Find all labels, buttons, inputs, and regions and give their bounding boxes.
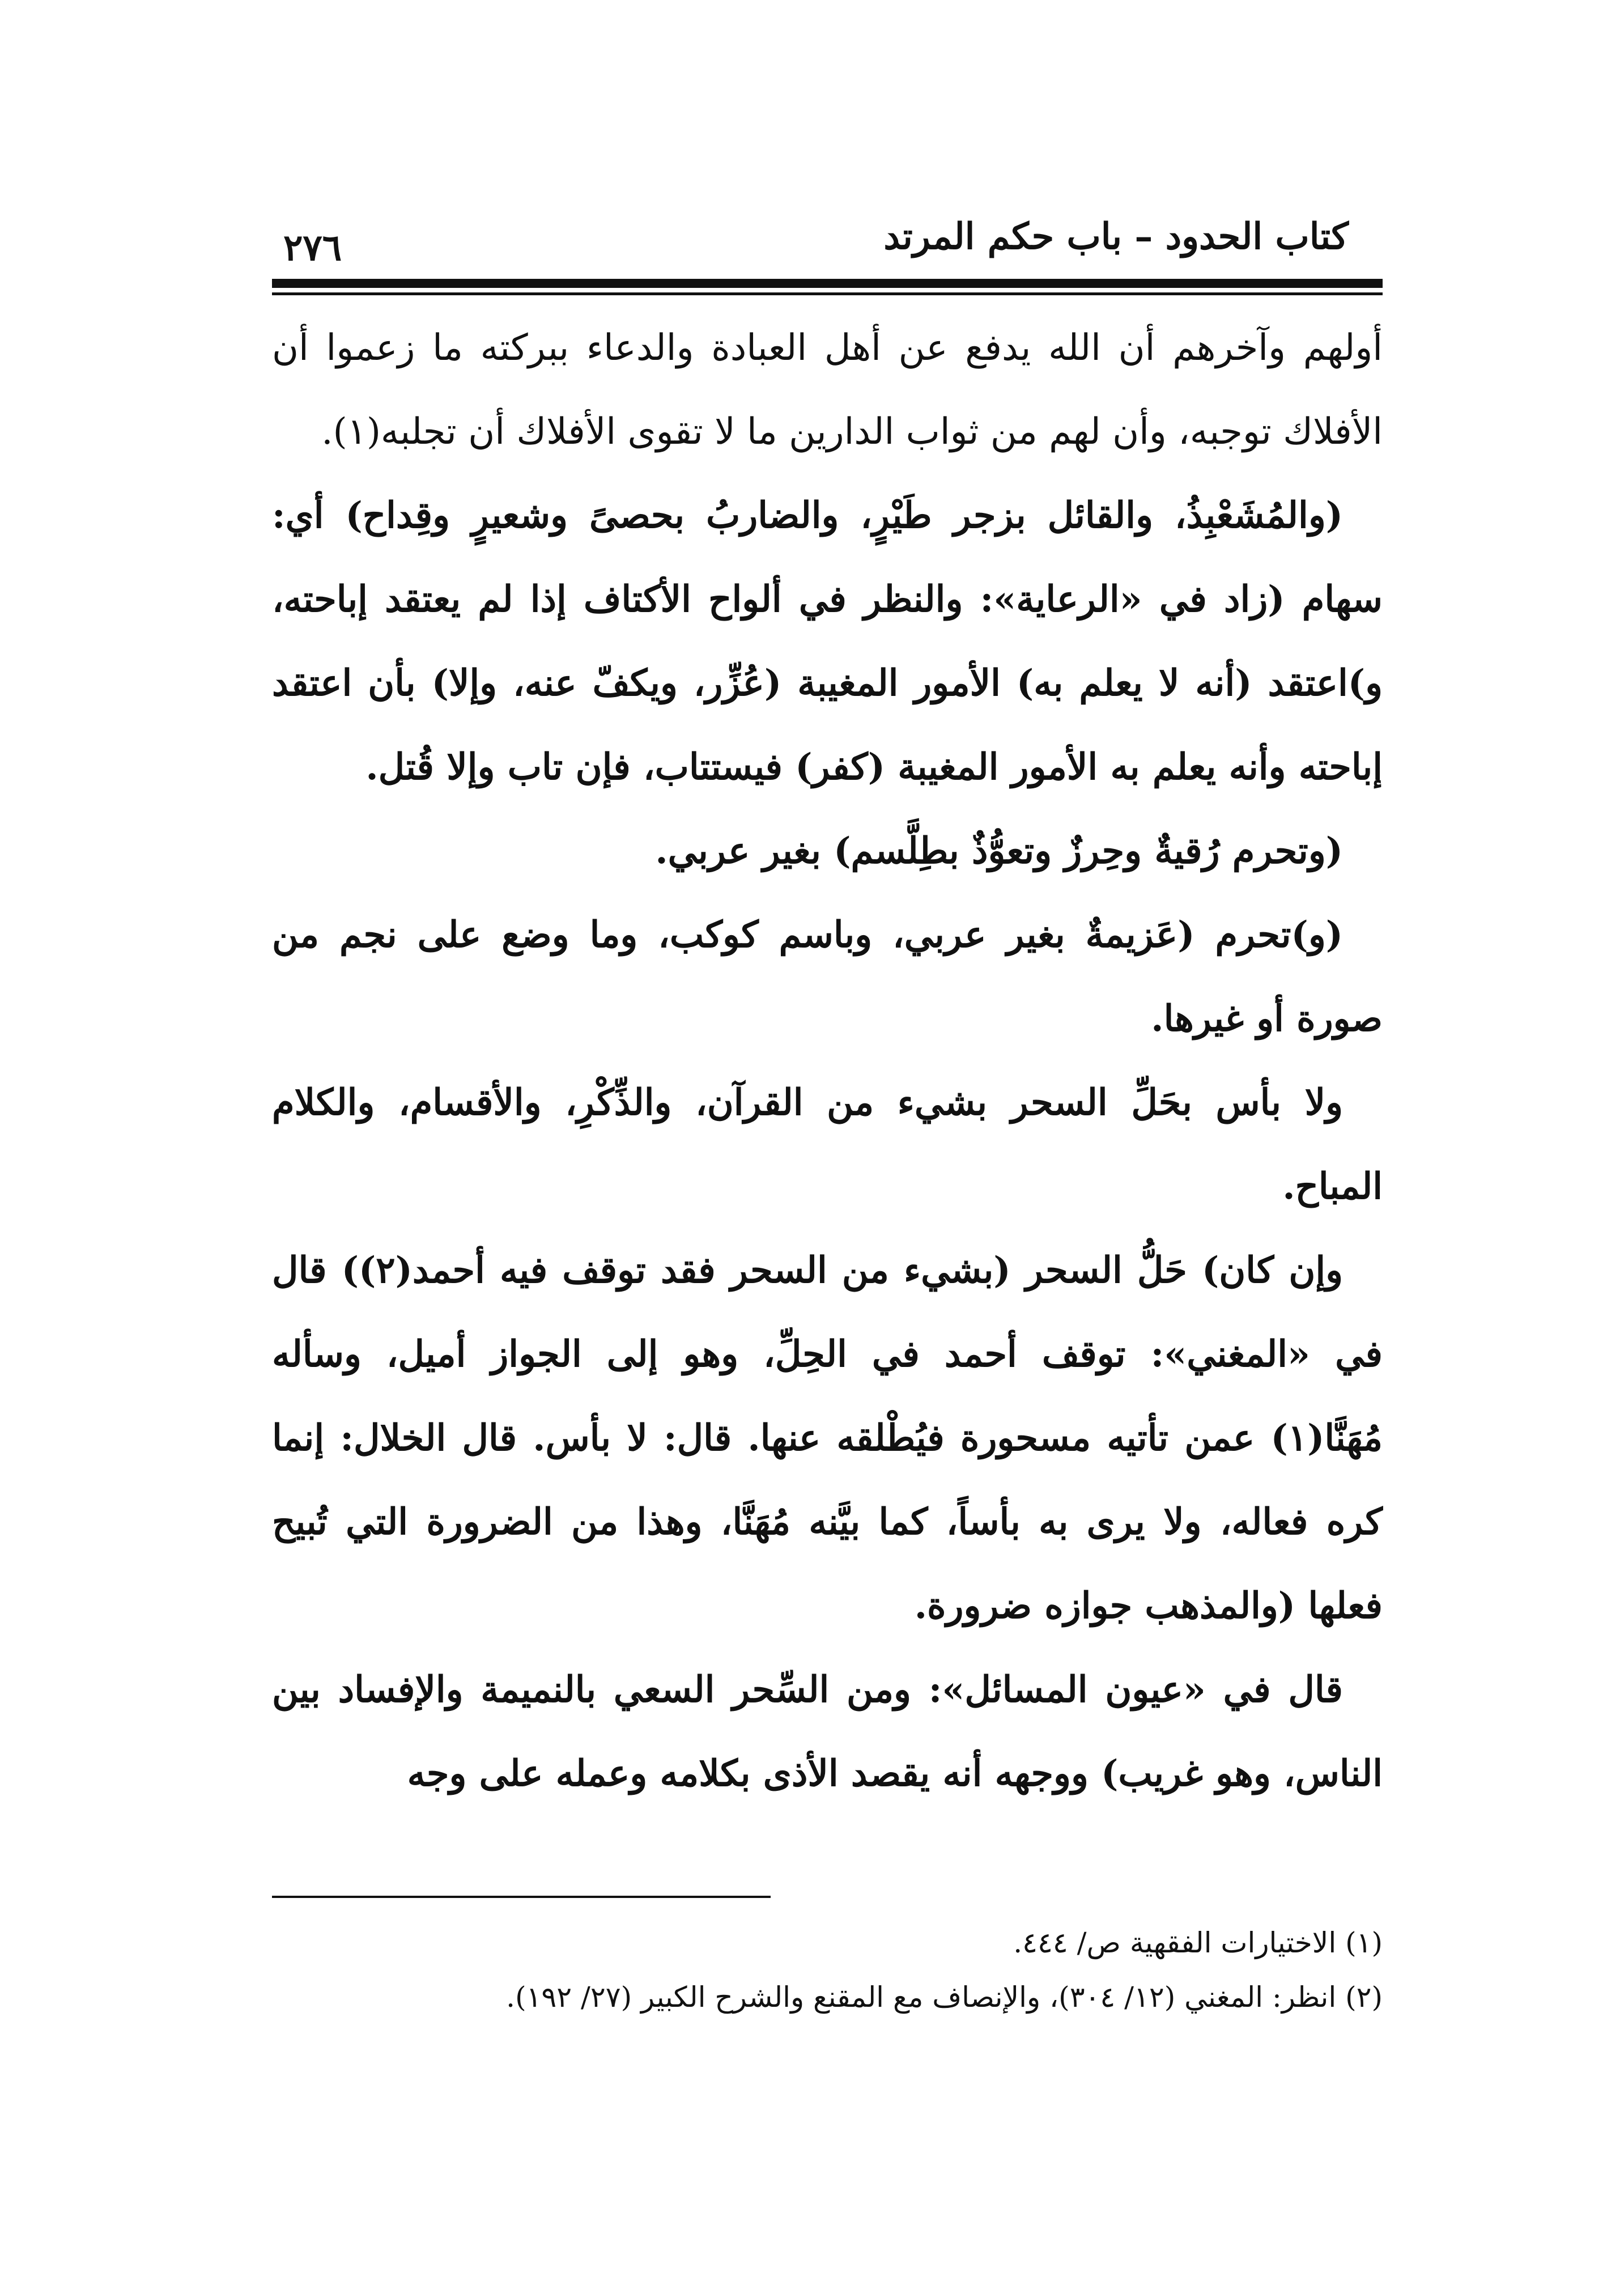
paragraph: قال في «عيون المسائل»: ومن السِّحر السعي بالنميمة والإفساد بين الناس، وهو غريب) ووجهه أنه يقصد الأذى بكلامه وعمله على وجه [272, 1668, 1383, 1795]
running-title: كتاب الحدود – باب حكم المرتد [883, 215, 1349, 258]
footnotes [272, 1916, 1383, 2024]
paragraph: (والمُشَعْبِذُ، والقائل بزجر طَيْرٍ، والضاربُ بحصىً وشعيرٍ وقِداح) أي: سهام (زاد في «الرعاية»: والنظر في ألواح الأكتاف إذا لم يعتقد إباحته، و)اعتقد (أنه لا يعلم به) الأمور المغيبة (عُزِّر، ويكفّ عنه، وإلا) بأن اعتقد إباحته وأنه يعلم به الأمور المغيبة (كفر) فيستتاب، فإن تاب وإلا قُتل. [272, 494, 1383, 788]
footnote-separator [272, 1896, 771, 1898]
footnote: (١) الاختيارات الفقهية ص/ ٤٤٤. [1013, 1926, 1383, 1959]
paragraph: وإن كان) حَلُّ السحر (بشيء من السحر فقد توقف فيه أحمد(٢)) قال في «المغني»: توقف أحمد في الحِلِّ، وهو إلى الجواز أميل، وسأله مُهَنَّا(١) عمن تأتيه مسحورة فيُطْلقه عنها. قال: لا بأس. قال الخلال: إنما كره فعاله، ولا يرى به بأساً، كما بيَّنه مُهَنَّا، وهذا من الضرورة التي تُبيح فعلها (والمذهب جوازه ضرورة. [272, 1249, 1383, 1627]
main-text [272, 306, 1383, 1816]
page-number: ٢٧٦ [283, 227, 342, 269]
header-rule-thin [272, 292, 1383, 295]
paragraph: ولا بأس بحَلِّ السحر بشيء من القرآن، والذِّكْرِ، والأقسام، والكلام المباح. [272, 1081, 1383, 1208]
header-rule-thick [272, 279, 1383, 288]
paragraph: أولهم وآخرهم أن الله يدفع عن أهل العبادة والدعاء ببركته ما زعموا أن الأفلاك توجبه، وأن لهم من ثواب الدارين ما لا تقوى الأفلاك أن تجلبه(١). [272, 327, 1383, 453]
page-header [272, 204, 1383, 272]
footnote: (٢) انظر: المغني (١٢/ ٣٠٤)، والإنصاف مع المقنع والشرح الكبير (٢٧/ ١٩٢). [506, 1981, 1383, 2014]
paragraph: (وتحرم رُقيةٌ وحِرزٌ وتعوُّذٌ بطِلَّسم) بغير عربي. [655, 830, 1343, 872]
paragraph: (و)تحرم (عَزيمةٌ بغير عربي، وباسم كوكب، وما وضع على نجم من صورة أو غيرها. [272, 914, 1383, 1040]
book-page [272, 204, 1383, 2131]
